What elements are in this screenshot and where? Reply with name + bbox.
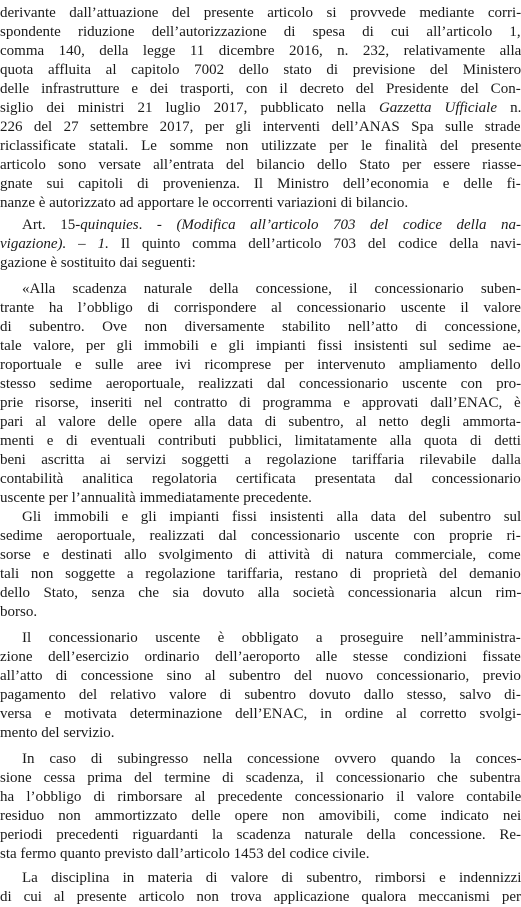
text-line — [0, 826, 521, 845]
text-line — [22, 280, 521, 299]
text-line — [0, 724, 115, 743]
text-line — [0, 42, 521, 61]
text-line — [22, 508, 521, 527]
text-line — [0, 118, 521, 137]
text-run: Gli immobili e gli impianti fissi insistenti alla data del subentro sul — [22, 509, 521, 525]
text-run: quota affluita al capitolo 7002 dello stato di previsione del Ministero — [0, 62, 521, 78]
text-run: beni ascritta ai servizi soggetti a regolazione tariffaria rilevabile dalla — [0, 452, 521, 468]
text-run: di cui al presente articolo non trova applicazione qualora meccanismi per — [0, 889, 521, 905]
text-line — [0, 235, 521, 254]
text-run: versa e motivata determinazione dell’ENAC, in ordine al corretto svolgi- — [0, 706, 521, 722]
text-run: periodi precedenti riguardanti la scadenza naturale della concessione. Re- — [0, 827, 521, 843]
text-run: sorse e destinati allo svolgimento di attività di natura commerciale, come — [0, 547, 521, 563]
text-line — [0, 769, 521, 788]
text-run: tali non soggette a regolazione tariffaria, restano di proprietà del demanio — [0, 566, 521, 582]
text-run: sedime aeroportuale, realizzati dal concessionario uscente con proprie ri- — [0, 528, 521, 544]
text-run: nanze è autorizzato ad apportare le occorrenti variazioni di bilancio. — [0, 195, 409, 211]
text-run: menti e di eventuali contributi pubblici, limitatamente alla quota di detti — [0, 433, 521, 449]
text-run: derivante dall’attuazione del presente articolo si provvede mediante corri- — [0, 5, 521, 21]
text-run: ha l’obbligo di rimborsare al precedente concessionario il valore contabile — [0, 789, 521, 805]
text-run: prie risorse, inseriti nel contratto di programma e approvati dall’ENAC, è — [0, 395, 521, 411]
text-run: dello Stato, senza che sia dovuto alla società concessionaria alcun rim- — [0, 585, 521, 601]
text-run: pagamento del relativo valore di subentro dovuto dallo stesso, salvo di- — [0, 687, 521, 703]
text-line — [0, 254, 196, 273]
text-line — [0, 99, 521, 118]
text-line — [0, 807, 521, 826]
text-run: uscente per l’annualità immediatamente precedente. — [0, 490, 312, 506]
text-line — [0, 394, 521, 413]
text-line — [0, 137, 521, 156]
text-run: stesso sedime aeroportuale, realizzati dal concessionario uscente con pro- — [0, 376, 521, 392]
text-run: articolo sono versate all’entrata del bilancio dello Stato per essere riasse- — [0, 157, 521, 173]
italic-text-run: Gazzetta Ufficiale — [378, 100, 498, 116]
text-line — [0, 451, 521, 470]
text-line — [0, 845, 369, 864]
text-line — [0, 375, 521, 394]
text-line — [0, 23, 521, 42]
text-line — [0, 80, 521, 99]
text-run: gazione è sostituito dai seguenti: — [0, 255, 196, 271]
text-run: tale valore, per gli immobili e gli impianti fissi insistenti sul sedime ae- — [0, 338, 521, 354]
text-run: delle infrastrutture e dei trasporti, con il decreto del Presidente del Con- — [0, 81, 521, 97]
text-line — [0, 470, 521, 489]
text-run: sione cessa prima del termine di scadenza, il concessionario che subentra — [0, 770, 521, 786]
text-line — [22, 750, 521, 769]
text-line — [0, 156, 521, 175]
text-line — [22, 869, 521, 888]
text-run: contabilità analitica regolatoria certificata presentata dal concessionario — [0, 471, 521, 487]
text-run: comma 140, della legge 11 dicembre 2016, n. 232, relativamente alla — [0, 43, 521, 59]
text-line — [0, 432, 521, 451]
text-run: borso. — [0, 604, 38, 620]
text-run: La disciplina in materia di valore di subentro, rimborsi e indennizzi — [22, 870, 521, 886]
text-run: In caso di subingresso nella concessione ovvero quando la conces- — [22, 751, 521, 767]
text-run: pari al valore delle opere alla data di subentro, al netto degli ammorta- — [0, 414, 521, 430]
text-line — [0, 648, 521, 667]
text-line — [0, 603, 37, 622]
text-run: . - — [138, 217, 177, 233]
italic-text-run: vigazione). – 1. — [0, 236, 109, 252]
text-run: spondente riduzione dell’autorizzazione di spesa di cui all’articolo 1, — [0, 24, 521, 40]
text-line — [0, 667, 521, 686]
text-line — [0, 489, 312, 508]
text-line — [0, 686, 521, 705]
text-run: siglio dei ministri 21 luglio 2017, pubblicato nella — [0, 100, 379, 116]
text-run: Il concessionario uscente è obbligato a proseguire nell’amministra- — [22, 630, 521, 646]
text-line — [0, 337, 521, 356]
text-run: all’atto di concessione sino al subentro del nuovo concessionario, previo — [0, 668, 521, 684]
text-line — [0, 4, 521, 23]
text-line — [0, 584, 521, 603]
text-line — [0, 318, 521, 337]
text-line — [0, 527, 521, 546]
text-run: 226 del 27 settembre 2017, per gli interventi dell’ANAS Spa sulle strade — [0, 119, 521, 135]
text-line — [0, 194, 408, 213]
text-line — [0, 546, 521, 565]
text-line — [22, 629, 521, 648]
text-run: «Alla scadenza naturale della concessione, il concessionario suben- — [22, 281, 521, 297]
text-line — [22, 216, 521, 235]
text-run: gnate sui capitoli di provenienza. Il Ministro dell’economia e delle fi- — [0, 176, 521, 192]
text-run: residuo non ammortizzato delle opere non amovibili, come indicato nei — [0, 808, 521, 824]
text-line — [0, 175, 521, 194]
text-line — [0, 565, 521, 584]
text-run: di subentro. Ove non diversamente stabilito nell’atto di concessione, — [0, 319, 521, 335]
text-line — [0, 788, 521, 807]
text-run: riclassificate statali. Le somme non utilizzate per le finalità del presente — [0, 138, 521, 154]
text-run: mento del servizio. — [0, 725, 115, 741]
text-run: roportuale e sulle aree ivi ricomprese per intervenuto ampliamento dello — [0, 357, 521, 373]
text-run: Art. 15- — [22, 217, 81, 233]
text-run: zione dell’esercizio ordinario dell’aeroporto alle stesse condizioni fissate — [0, 649, 521, 665]
text-run: n. — [497, 100, 521, 116]
text-line — [0, 413, 521, 432]
text-line — [0, 356, 521, 375]
text-run: trante ha l’obbligo di corrispondere al concessionario uscente il valore — [0, 300, 521, 316]
text-run: Il quinto comma dell’articolo 703 del codice della navi- — [108, 236, 521, 252]
italic-text-run: quinquies — [80, 217, 139, 233]
text-line — [0, 61, 521, 80]
italic-text-run: (Modifica all’articolo 703 del codice della na- — [176, 217, 521, 233]
text-line — [0, 299, 521, 318]
text-run: sta fermo quanto previsto dall’articolo 1453 del codice civile. — [0, 846, 370, 862]
text-line — [0, 705, 521, 724]
